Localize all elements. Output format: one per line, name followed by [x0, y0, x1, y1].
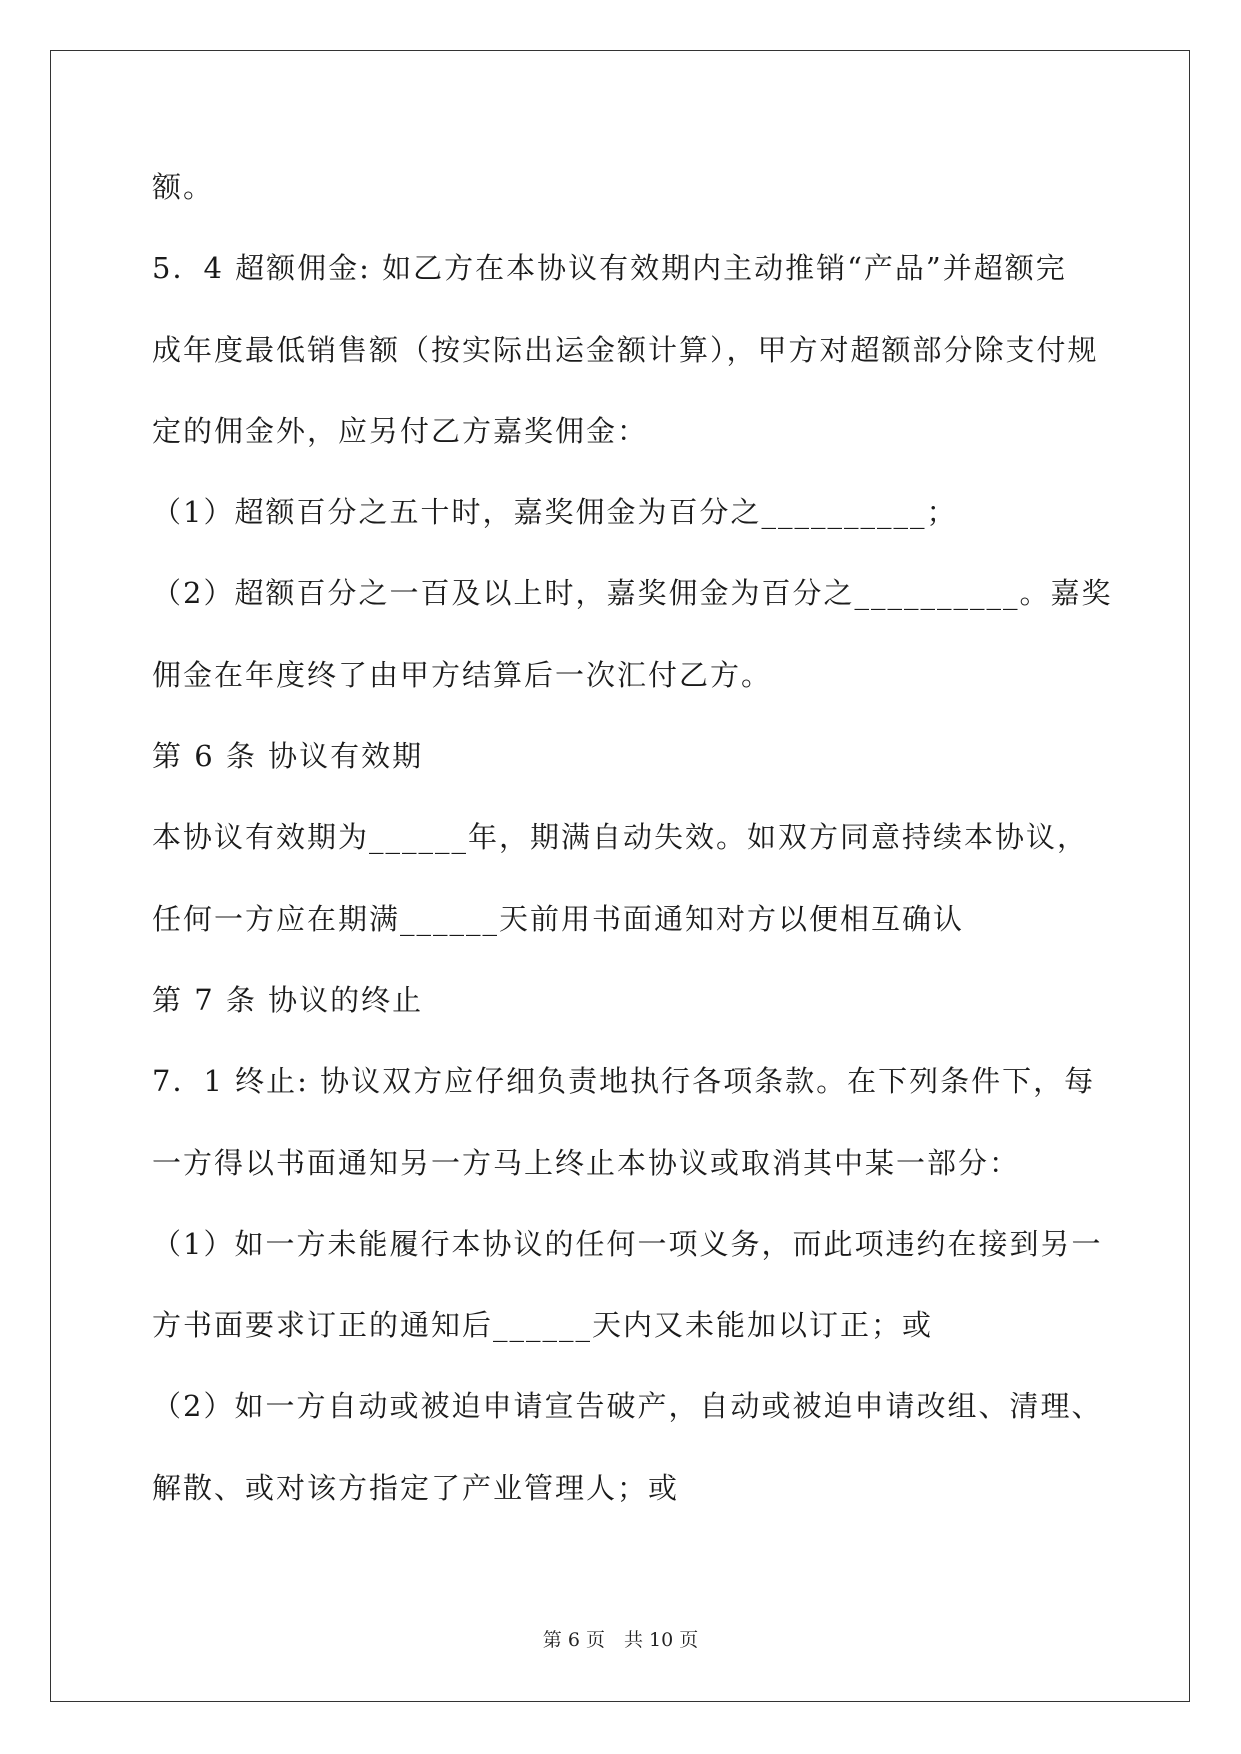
page-number: 第 6 页 共 10 页	[542, 1629, 699, 1651]
text-line: （2）超额百分之一百及以上时，嘉奖佣金为百分之__________。嘉奖	[152, 576, 1113, 611]
section-heading: 第 6 条 协议有效期	[152, 739, 424, 774]
text-line: 一方得以书面通知另一方马上终止本协议或取消其中某一部分：	[152, 1145, 1021, 1180]
text-line: （1）超额百分之五十时，嘉奖佣金为百分之__________；	[152, 495, 958, 530]
text-line: 本协议有效期为______年，期满自动失效。如双方同意持续本协议，	[152, 820, 1089, 855]
text-line: 解散、或对该方指定了产业管理人；或	[152, 1470, 680, 1505]
text-line: 方书面要求订正的通知后______天内又未能加以订正；或	[152, 1308, 934, 1343]
section-heading: 第 7 条 协议的终止	[152, 982, 424, 1017]
text-line: （2）如一方自动或被迫申请宣告破产，自动或被迫申请改组、清理、	[152, 1389, 1103, 1424]
text-line: 成年度最低销售额（按实际出运金额计算），甲方对超额部分除支付规	[152, 332, 1099, 367]
text-line: 佣金在年度终了由甲方结算后一次汇付乙方。	[152, 657, 773, 692]
text-line: 任何一方应在期满______天前用书面通知对方以便相互确认	[152, 901, 965, 936]
text-line: 5．4 超额佣金: 如乙方在本协议有效期内主动推销“产品”并超额完	[152, 251, 1067, 286]
text-line: 定的佣金外，应另付乙方嘉奖佣金：	[152, 413, 649, 448]
text-line: 额。	[152, 170, 215, 204]
document-body	[152, 162, 1113, 1544]
text-line: 7．1 终止: 协议双方应仔细负责地执行各项条款。在下列条件下，每	[152, 1064, 1096, 1099]
text-line: （1）如一方未能履行本协议的任何一项义务，而此项违约在接到另一	[152, 1226, 1103, 1261]
